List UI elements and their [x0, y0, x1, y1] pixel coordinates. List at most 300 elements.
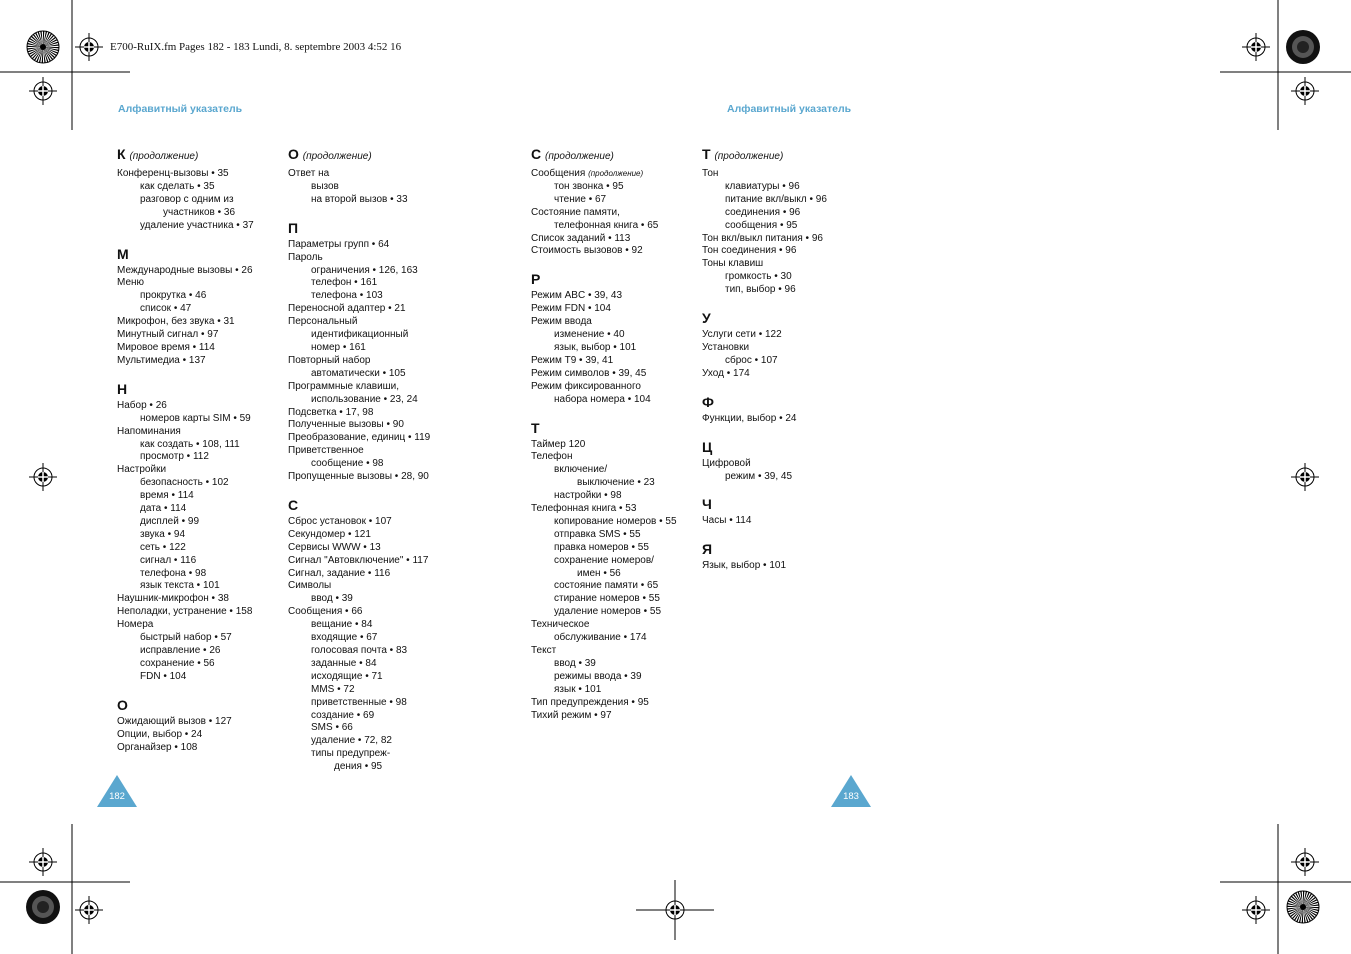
entry-text: сохранение • 56 — [140, 657, 215, 669]
entry-text: Тон соединения • 96 — [702, 245, 797, 257]
index-subentry — [288, 181, 430, 194]
index-subentry — [702, 207, 827, 220]
entry-text: включение/ — [554, 464, 608, 476]
index-entry — [288, 419, 430, 432]
index-subentry — [288, 735, 430, 748]
index-subentry — [531, 342, 677, 355]
index-subentry — [117, 542, 254, 555]
entry-text: Уход • 174 — [702, 367, 750, 379]
index-entry — [117, 464, 254, 477]
entry-text: Международные вызовы • 26 — [117, 264, 253, 276]
entry-text: дата • 114 — [140, 503, 187, 515]
entry-text: Номера — [117, 619, 154, 631]
section-letter — [702, 310, 827, 326]
index-entry — [288, 445, 430, 458]
entry-text: состояние памяти • 65 — [554, 580, 659, 592]
index-entry — [702, 168, 827, 181]
index-section — [117, 146, 254, 233]
index-entry — [531, 245, 677, 258]
entry-text: Настройки — [117, 464, 167, 476]
entry-text: Наушник-микрофон • 38 — [117, 593, 229, 605]
index-subentry — [117, 645, 254, 658]
index-subentry — [531, 394, 677, 407]
section-letter — [702, 496, 827, 512]
index-entry — [288, 316, 430, 329]
index-entry — [531, 355, 677, 368]
index-entry — [288, 580, 430, 593]
index-subentry — [288, 671, 430, 684]
entry-text: правка номеров • 55 — [554, 541, 649, 553]
index-subentry — [117, 413, 254, 426]
index-entry — [702, 329, 827, 342]
index-subentry — [531, 580, 677, 593]
index-subentry — [288, 290, 430, 303]
index-subentry — [288, 684, 430, 697]
index-subentry — [117, 477, 254, 490]
entry-text: телефона • 103 — [311, 290, 383, 302]
index-subentry — [288, 761, 430, 774]
index-entry — [117, 426, 254, 439]
index-subentry — [117, 439, 254, 452]
entry-text: на второй вызов • 33 — [311, 193, 408, 205]
section-letter-text: О — [117, 696, 128, 713]
section-letter-text: Н — [117, 380, 128, 397]
index-entry — [531, 439, 677, 452]
entry-text: прокрутка • 46 — [140, 290, 207, 302]
entry-text: дисплей • 99 — [140, 515, 199, 527]
entry-text: Ответ на — [288, 168, 330, 179]
section-letter — [288, 497, 430, 513]
entry-text: Тоны клавиш — [702, 258, 764, 270]
index-column-2 — [288, 146, 430, 787]
entry-text: язык • 101 — [554, 683, 602, 695]
index-entry — [531, 710, 677, 723]
index-subentry — [531, 477, 677, 490]
index-entry — [531, 303, 677, 316]
index-section — [531, 146, 677, 258]
entry-text: заданные • 84 — [311, 657, 377, 669]
entry-text: тон звонка • 95 — [554, 180, 624, 192]
index-subentry — [702, 194, 827, 207]
index-subentry — [117, 580, 254, 593]
index-column-3 — [531, 146, 677, 735]
index-subentry — [288, 277, 430, 290]
section-letter-text: Ц — [702, 438, 713, 455]
entry-text: ввод • 39 — [554, 657, 596, 669]
section-letter — [702, 541, 827, 557]
entry-text: Сброс установок • 107 — [288, 515, 392, 527]
index-subentry — [531, 658, 677, 671]
entry-text: соединения • 96 — [725, 206, 801, 218]
entry-text: Напоминания — [117, 425, 181, 437]
entry-text: номер • 161 — [311, 341, 366, 353]
entry-text: создание • 69 — [311, 709, 375, 721]
index-subentry — [531, 529, 677, 542]
entry-text: Микрофон, без звука • 31 — [117, 316, 235, 328]
index-subentry — [117, 181, 254, 194]
index-section — [288, 220, 430, 484]
section-letter-text: Т — [531, 419, 540, 436]
index-entry — [702, 342, 827, 355]
index-entry — [531, 290, 677, 303]
index-subentry — [702, 471, 827, 484]
entry-text: удаление участника • 37 — [140, 219, 254, 231]
entry-text: изменение • 40 — [554, 329, 625, 341]
index-entry — [702, 368, 827, 381]
entry-text: Пароль — [288, 251, 323, 263]
index-entry — [702, 233, 827, 246]
index-subentry — [288, 710, 430, 723]
index-entry — [702, 515, 827, 528]
index-entry — [531, 451, 677, 464]
index-entry — [288, 516, 430, 529]
index-entry — [531, 645, 677, 658]
index-subentry — [702, 271, 827, 284]
entry-text: сброс • 107 — [725, 354, 778, 366]
index-subentry — [288, 368, 430, 381]
entry-text: Функции, выбор • 24 — [702, 412, 797, 424]
entry-text: набора номера • 104 — [554, 393, 651, 405]
entry-text: Параметры групп • 64 — [288, 238, 390, 250]
entry-text: обслуживание • 174 — [554, 632, 647, 644]
index-entry — [117, 593, 254, 606]
entry-text: Режим фиксированного — [531, 380, 641, 392]
index-subentry — [117, 207, 254, 220]
index-entry — [288, 471, 430, 484]
section-letter-text: Ч — [702, 496, 712, 513]
entry-text: Персональный — [288, 316, 358, 328]
entry-text: сигнал • 116 — [140, 554, 197, 566]
index-section — [117, 246, 254, 368]
index-entry — [531, 503, 677, 516]
index-section — [531, 271, 677, 406]
index-subentry — [117, 290, 254, 303]
entry-text: Список заданий • 113 — [531, 232, 631, 244]
entry-text: Режим FDN • 104 — [531, 303, 611, 315]
continued-note: (продолжение) — [129, 151, 199, 162]
index-subentry — [117, 451, 254, 464]
index-section — [702, 310, 827, 381]
index-section — [702, 394, 827, 426]
index-section — [702, 541, 827, 573]
index-subentry — [531, 490, 677, 503]
entry-text: использование • 23, 24 — [311, 393, 418, 405]
entry-text: Органайзер • 108 — [117, 741, 198, 753]
entry-text: Тип предупреждения • 95 — [531, 696, 649, 708]
entry-text: Программные клавиши, — [288, 380, 400, 392]
entry-text: стирание номеров • 55 — [554, 593, 660, 605]
entry-text: Установки — [702, 341, 750, 353]
index-subentry — [288, 632, 430, 645]
index-entry — [531, 316, 677, 329]
index-entry — [531, 168, 677, 181]
section-letter — [117, 697, 254, 713]
index-subentry — [531, 593, 677, 606]
section-letter-text: С — [288, 496, 299, 513]
index-subentry — [288, 645, 430, 658]
entry-text: SMS • 66 — [311, 722, 353, 734]
index-section — [288, 146, 430, 207]
index-entry — [288, 168, 430, 181]
entry-text: как создать • 108, 111 — [140, 438, 240, 450]
entry-text: Подсветка • 17, 98 — [288, 406, 374, 418]
entry-text: питание вкл/выкл • 96 — [725, 193, 827, 205]
index-entry — [117, 342, 254, 355]
entry-text: разговор с одним из — [140, 193, 234, 205]
index-entry — [117, 265, 254, 278]
entry-text: Состояние памяти, — [531, 206, 620, 218]
running-header-right: Алфавитный указатель — [727, 103, 852, 115]
entry-text: громкость • 30 — [725, 271, 792, 283]
index-entry — [288, 432, 430, 445]
entry-text: сообщения • 95 — [725, 219, 798, 231]
entry-text: типы предупреж- — [311, 748, 391, 760]
index-subentry — [117, 220, 254, 233]
file-slug: E700-RuIX.fm Pages 182 - 183 Lundi, 8. septembre 2003 4:52 16 — [110, 41, 402, 53]
entry-text: Сигнал "Автовключение" • 117 — [288, 554, 429, 566]
entry-text: Режим символов • 39, 45 — [531, 367, 647, 379]
index-subentry — [117, 503, 254, 516]
entry-text: ввод • 39 — [311, 593, 353, 605]
index-entry — [117, 400, 254, 413]
index-subentry — [288, 658, 430, 671]
index-entry — [702, 458, 827, 471]
index-subentry — [288, 194, 430, 207]
entry-text: язык, выбор • 101 — [554, 341, 637, 353]
index-subentry — [702, 355, 827, 368]
index-subentry — [531, 684, 677, 697]
entry-text: безопасность • 102 — [140, 477, 229, 489]
page-number-text: 183 — [843, 791, 859, 802]
index-subentry — [288, 394, 430, 407]
index-subentry — [117, 568, 254, 581]
section-letter — [531, 420, 677, 436]
entry-text: телефонная книга • 65 — [554, 219, 659, 231]
entry-text: клавиатуры • 96 — [725, 180, 800, 192]
index-subentry — [117, 529, 254, 542]
entry-text: быстрый набор • 57 — [140, 632, 232, 644]
index-entry — [531, 368, 677, 381]
index-entry — [288, 606, 430, 619]
entry-text: Полученные вызовы • 90 — [288, 419, 404, 431]
index-entry — [117, 168, 254, 181]
section-letter — [531, 271, 677, 287]
entry-text: сообщение • 98 — [311, 458, 384, 470]
index-subentry — [531, 555, 677, 568]
entry-text: Меню — [117, 277, 145, 289]
entry-text: Часы • 114 — [702, 515, 752, 527]
index-entry — [288, 529, 430, 542]
index-subentry — [702, 284, 827, 297]
index-subentry — [531, 194, 677, 207]
entry-text: Повторный набор — [288, 354, 371, 366]
entry-text: Услуги сети • 122 — [702, 329, 782, 341]
index-subentry — [288, 265, 430, 278]
index-section — [531, 420, 677, 723]
index-subentry — [288, 722, 430, 735]
index-column-4 — [702, 146, 827, 586]
entry-text: Секундомер • 121 — [288, 528, 371, 540]
index-entry — [288, 252, 430, 265]
index-subentry — [531, 464, 677, 477]
section-letter — [531, 146, 677, 165]
entry-text: вещание • 84 — [311, 619, 373, 631]
index-entry — [288, 407, 430, 420]
index-subentry — [531, 606, 677, 619]
entry-text: отправка SMS • 55 — [554, 528, 641, 540]
index-subentry — [531, 181, 677, 194]
entry-text: Мультимедиа • 137 — [117, 354, 206, 366]
entry-text: FDN • 104 — [140, 670, 187, 682]
index-subentry — [117, 671, 254, 684]
index-subentry — [117, 555, 254, 568]
continued-note: (продолжение) — [588, 169, 644, 178]
index-section — [702, 496, 827, 528]
index-entry — [117, 277, 254, 290]
entry-text: Цифровой — [702, 457, 751, 469]
index-section — [702, 146, 827, 297]
index-subentry — [288, 342, 430, 355]
index-subentry — [531, 329, 677, 342]
entry-text: Язык, выбор • 101 — [702, 560, 787, 572]
entry-text: Ожидающий вызов • 127 — [117, 715, 232, 727]
continued-note: (продолжение) — [302, 151, 372, 162]
entry-text: участников • 36 — [163, 206, 236, 218]
section-letter-text: Я — [702, 541, 713, 558]
section-letter — [702, 439, 827, 455]
entry-text: Опции, выбор • 24 — [117, 728, 203, 740]
entry-text: как сделать • 35 — [140, 180, 215, 192]
entry-text: Символы — [288, 580, 332, 592]
entry-text: Стоимость вызовов • 92 — [531, 245, 643, 257]
index-subentry — [288, 697, 430, 710]
index-subentry — [117, 632, 254, 645]
index-subentry — [531, 632, 677, 645]
continued-note: (продолжение) — [714, 151, 784, 162]
entry-text: ограничения • 126, 163 — [311, 264, 418, 276]
index-entry — [117, 742, 254, 755]
entry-text: дения • 95 — [334, 761, 383, 773]
entry-text: имен • 56 — [577, 567, 621, 579]
entry-text: Сообщения • 66 — [288, 606, 363, 618]
index-subentry — [531, 568, 677, 581]
index-entry — [117, 606, 254, 619]
section-letter-text: О — [288, 146, 299, 162]
entry-text: Пропущенные вызовы • 28, 90 — [288, 471, 429, 483]
page-number-text: 182 — [109, 791, 125, 802]
section-letter — [117, 381, 254, 397]
entry-text: удаление • 72, 82 — [311, 735, 392, 747]
entry-text: настройки • 98 — [554, 490, 622, 502]
index-entry — [117, 729, 254, 742]
section-letter — [117, 146, 254, 165]
index-subentry — [288, 593, 430, 606]
section-letter — [117, 246, 254, 262]
entry-text: Минутный сигнал • 97 — [117, 329, 219, 341]
index-entry — [288, 381, 430, 394]
entry-text: Тон — [702, 168, 719, 179]
entry-text: сеть • 122 — [140, 541, 186, 553]
entry-text: MMS • 72 — [311, 683, 355, 695]
index-entry — [288, 355, 430, 368]
entry-text: Набор • 26 — [117, 399, 167, 411]
entry-text: Режим ABC • 39, 43 — [531, 290, 623, 302]
entry-text: список • 47 — [140, 303, 192, 315]
index-section — [117, 697, 254, 755]
index-subentry — [117, 303, 254, 316]
index-column-1 — [117, 146, 254, 767]
entry-text: Сервисы WWW • 13 — [288, 541, 381, 553]
index-entry — [702, 560, 827, 573]
entry-text: выключение • 23 — [577, 477, 655, 489]
index-subentry — [117, 516, 254, 529]
entry-text: исходящие • 71 — [311, 670, 383, 682]
section-letter — [702, 146, 827, 165]
entry-text: Тон вкл/выкл питания • 96 — [702, 232, 823, 244]
section-letter — [288, 146, 430, 165]
index-subentry — [117, 658, 254, 671]
index-entry — [531, 619, 677, 632]
entry-text: время • 114 — [140, 490, 194, 502]
index-subentry — [702, 220, 827, 233]
entry-text: Телефонная книга • 53 — [531, 503, 637, 515]
index-subentry — [288, 458, 430, 471]
index-entry — [531, 381, 677, 394]
index-section — [288, 497, 430, 774]
entry-text: Неполадки, устранение • 158 — [117, 606, 253, 618]
section-letter — [288, 220, 430, 236]
entry-text: Тихий режим • 97 — [531, 709, 612, 721]
index-entry — [288, 555, 430, 568]
section-letter-text: Ф — [702, 393, 714, 410]
index-subentry — [531, 516, 677, 529]
index-entry — [531, 697, 677, 710]
section-letter-text: М — [117, 245, 129, 262]
entry-text: номеров карты SIM • 59 — [140, 412, 251, 424]
entry-text: сохранение номеров/ — [554, 554, 654, 566]
entry-text: режим • 39, 45 — [725, 470, 793, 482]
index-subentry — [531, 542, 677, 555]
entry-text: Режим T9 • 39, 41 — [531, 354, 614, 366]
entry-text: копирование номеров • 55 — [554, 515, 677, 527]
entry-text: звука • 94 — [140, 528, 186, 540]
entry-text: телефона • 98 — [140, 567, 207, 579]
entry-text: Преобразование, единиц • 119 — [288, 432, 431, 444]
entry-text: просмотр • 112 — [140, 451, 209, 463]
entry-text: Техническое — [531, 619, 590, 631]
index-entry — [531, 233, 677, 246]
entry-text: Текст — [531, 645, 557, 656]
index-section — [117, 381, 254, 684]
index-entry — [288, 568, 430, 581]
section-letter-text: Р — [531, 271, 541, 288]
page-number-left — [97, 775, 137, 807]
continued-note: (продолжение) — [545, 151, 614, 162]
index-entry — [117, 619, 254, 632]
entry-text: Переносной адаптер • 21 — [288, 303, 406, 315]
entry-text: Режим ввода — [531, 316, 592, 328]
section-letter-text: У — [702, 310, 711, 327]
entry-text: чтение • 67 — [554, 193, 607, 205]
index-subentry — [117, 194, 254, 207]
entry-text: автоматически • 105 — [311, 367, 406, 379]
index-entry — [288, 542, 430, 555]
index-subentry — [288, 619, 430, 632]
index-entry — [702, 245, 827, 258]
index-subentry — [288, 329, 430, 342]
entry-text: Таймер 120 — [531, 438, 586, 450]
section-letter-text: Т — [702, 146, 711, 162]
